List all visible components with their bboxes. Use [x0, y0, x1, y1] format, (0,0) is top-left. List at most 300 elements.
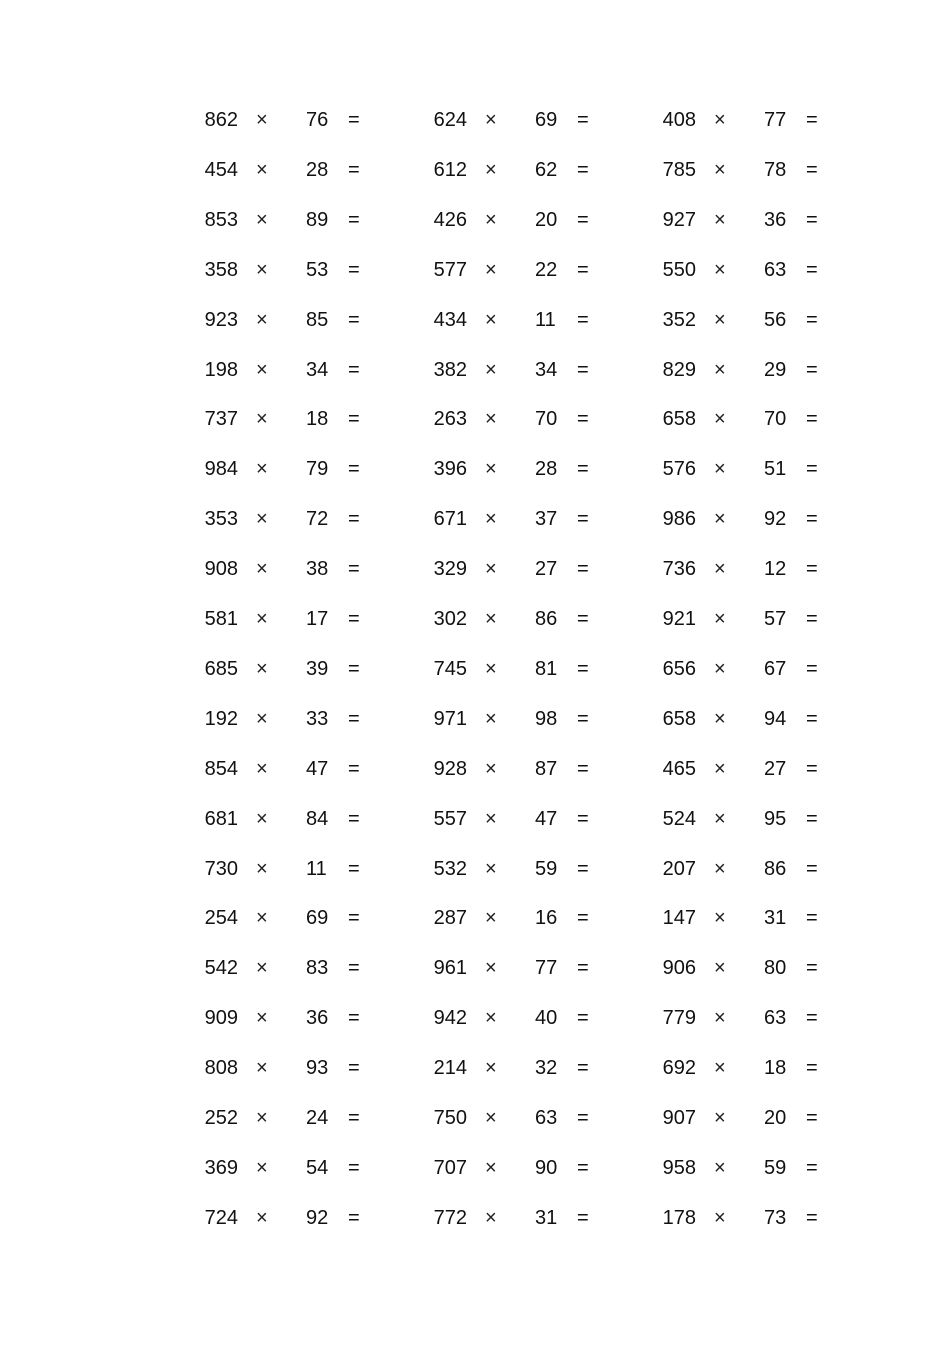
- problem-row: [431, 953, 651, 983]
- multiplier: 90: [535, 1156, 558, 1179]
- times-icon: ×: [485, 158, 497, 181]
- times-icon: ×: [256, 608, 268, 630]
- times-icon: ×: [485, 707, 497, 730]
- problem-row: [660, 355, 880, 385]
- multiplicand: 906: [662, 957, 696, 980]
- times-icon: ×: [256, 907, 268, 930]
- problem-row: [431, 804, 651, 834]
- multiplicand: 302: [433, 608, 467, 630]
- equals-sign: =: [348, 458, 360, 481]
- equals-sign: =: [577, 1107, 589, 1129]
- equals-sign: =: [348, 757, 360, 780]
- times-icon: ×: [714, 308, 726, 331]
- multiplicand: 577: [433, 258, 467, 281]
- multiplicand: 971: [433, 707, 467, 730]
- multiplicand: 524: [662, 807, 696, 830]
- multiplicand: 730: [204, 857, 238, 880]
- multiplier: 69: [535, 109, 558, 131]
- multiplicand: 923: [204, 308, 238, 331]
- equals-sign: =: [577, 907, 589, 930]
- multiplicand: 329: [433, 558, 467, 581]
- problem-row: [660, 854, 880, 884]
- multiplier: 70: [764, 408, 787, 431]
- times-icon: ×: [714, 957, 726, 980]
- times-icon: ×: [485, 1057, 497, 1080]
- problem-row: [431, 404, 651, 434]
- equals-sign: =: [348, 1057, 360, 1080]
- equals-sign: =: [348, 657, 360, 680]
- multiplicand: 942: [433, 1007, 467, 1030]
- equals-sign: =: [577, 957, 589, 980]
- multiplicand: 909: [204, 1007, 238, 1030]
- problem-row: [202, 1003, 422, 1033]
- multiplicand: 192: [204, 707, 238, 730]
- multiplier: 83: [306, 957, 329, 980]
- problem-row: [431, 604, 651, 634]
- equals-sign: =: [577, 1156, 589, 1179]
- equals-sign: =: [806, 857, 818, 880]
- multiplier: 73: [764, 1206, 787, 1229]
- equals-sign: =: [577, 109, 589, 131]
- multiplicand: 961: [433, 957, 467, 980]
- multiplicand: 426: [433, 208, 467, 231]
- multiplier: 51: [764, 458, 787, 481]
- problem-row: [431, 1103, 651, 1133]
- multiplier: 34: [535, 358, 558, 381]
- times-icon: ×: [256, 1057, 268, 1080]
- equals-sign: =: [348, 1007, 360, 1030]
- multiplicand: 408: [662, 109, 696, 131]
- multiplicand: 396: [433, 458, 467, 481]
- multiplicand: 681: [204, 807, 238, 830]
- problem-row: [660, 754, 880, 784]
- times-icon: ×: [485, 358, 497, 381]
- equals-sign: =: [806, 957, 818, 980]
- multiplicand: 737: [204, 408, 238, 431]
- multiplier: 36: [764, 208, 787, 231]
- equals-sign: =: [577, 857, 589, 880]
- multiplicand: 254: [204, 907, 238, 930]
- problem-row: [202, 1203, 422, 1233]
- problem-row: [202, 504, 422, 534]
- times-icon: ×: [485, 208, 497, 231]
- problem-row: [202, 1103, 422, 1133]
- problem-row: [431, 1203, 651, 1233]
- equals-sign: =: [806, 707, 818, 730]
- times-icon: ×: [256, 358, 268, 381]
- problem-row: [660, 205, 880, 235]
- multiplier: 20: [764, 1107, 787, 1129]
- multiplier: 28: [535, 458, 558, 481]
- problem-row: [202, 704, 422, 734]
- multiplier: 53: [306, 258, 329, 281]
- problem-row: [431, 305, 651, 335]
- problem-row: [660, 604, 880, 634]
- equals-sign: =: [806, 1156, 818, 1179]
- multiplier: 31: [764, 907, 787, 930]
- multiplier: 80: [764, 957, 787, 980]
- equals-sign: =: [806, 1206, 818, 1229]
- multiplicand: 369: [204, 1156, 238, 1179]
- times-icon: ×: [256, 158, 268, 181]
- multiplier: 22: [535, 258, 558, 281]
- problem-row: [660, 1203, 880, 1233]
- times-icon: ×: [714, 508, 726, 531]
- problem-row: [202, 1153, 422, 1183]
- multiplier: 38: [306, 558, 329, 581]
- times-icon: ×: [256, 558, 268, 581]
- multiplier: 67: [764, 657, 787, 680]
- problem-row: [202, 305, 422, 335]
- multiplicand: 198: [204, 358, 238, 381]
- equals-sign: =: [348, 857, 360, 880]
- multiplier: 87: [535, 757, 558, 780]
- multiplier: 63: [535, 1107, 558, 1129]
- times-icon: ×: [485, 109, 497, 131]
- multiplicand: 829: [662, 358, 696, 381]
- problem-row: [431, 205, 651, 235]
- problem-row: [660, 454, 880, 484]
- multiplicand: 612: [433, 158, 467, 181]
- multiplicand: 658: [662, 707, 696, 730]
- multiplier: 24: [306, 1107, 329, 1129]
- multiplier: 27: [764, 757, 787, 780]
- problem-row: [202, 654, 422, 684]
- equals-sign: =: [348, 258, 360, 281]
- multiplier: 69: [306, 907, 329, 930]
- multiplicand: 907: [662, 1107, 696, 1129]
- multiplier: 79: [306, 458, 329, 481]
- equals-sign: =: [806, 608, 818, 630]
- problem-row: [431, 1153, 651, 1183]
- times-icon: ×: [714, 857, 726, 880]
- problem-row: [660, 903, 880, 933]
- times-icon: ×: [256, 757, 268, 780]
- times-icon: ×: [714, 707, 726, 730]
- equals-sign: =: [348, 358, 360, 381]
- multiplicand: 263: [433, 408, 467, 431]
- multiplier: 47: [535, 807, 558, 830]
- multiplier: 27: [535, 558, 558, 581]
- equals-sign: =: [577, 508, 589, 531]
- equals-sign: =: [806, 109, 818, 131]
- multiplicand: 928: [433, 757, 467, 780]
- equals-sign: =: [577, 657, 589, 680]
- problem-row: [431, 105, 651, 135]
- problem-row: [431, 903, 651, 933]
- times-icon: ×: [256, 707, 268, 730]
- multiplicand: 921: [662, 608, 696, 630]
- problem-row: [660, 504, 880, 534]
- multiplier: 59: [535, 857, 558, 880]
- equals-sign: =: [806, 558, 818, 581]
- multiplicand: 927: [662, 208, 696, 231]
- equals-sign: =: [348, 408, 360, 431]
- times-icon: ×: [714, 109, 726, 131]
- times-icon: ×: [485, 308, 497, 331]
- problem-row: [660, 255, 880, 285]
- equals-sign: =: [348, 109, 360, 131]
- equals-sign: =: [577, 1206, 589, 1229]
- times-icon: ×: [714, 1057, 726, 1080]
- times-icon: ×: [256, 957, 268, 980]
- times-icon: ×: [485, 508, 497, 531]
- times-icon: ×: [714, 657, 726, 680]
- multiplicand: 147: [662, 907, 696, 930]
- problem-row: [202, 604, 422, 634]
- problem-row: [202, 1053, 422, 1083]
- multiplier: 84: [306, 807, 329, 830]
- times-icon: ×: [256, 1156, 268, 1179]
- equals-sign: =: [348, 508, 360, 531]
- equals-sign: =: [577, 408, 589, 431]
- times-icon: ×: [714, 1206, 726, 1229]
- multiplicand: 808: [204, 1057, 238, 1080]
- times-icon: ×: [714, 458, 726, 481]
- times-icon: ×: [714, 408, 726, 431]
- times-icon: ×: [714, 258, 726, 281]
- multiplicand: 353: [204, 508, 238, 531]
- multiplicand: 745: [433, 657, 467, 680]
- multiplier: 94: [764, 707, 787, 730]
- multiplier: 37: [535, 508, 558, 531]
- times-icon: ×: [714, 208, 726, 231]
- problem-row: [660, 1003, 880, 1033]
- multiplicand: 772: [433, 1206, 467, 1229]
- multiplicand: 454: [204, 158, 238, 181]
- multiplier: 78: [764, 158, 787, 181]
- problem-row: [660, 155, 880, 185]
- problem-row: [660, 404, 880, 434]
- times-icon: ×: [485, 1156, 497, 1179]
- problem-row: [660, 654, 880, 684]
- equals-sign: =: [577, 1007, 589, 1030]
- equals-sign: =: [577, 458, 589, 481]
- multiplier: 32: [535, 1057, 558, 1080]
- times-icon: ×: [485, 657, 497, 680]
- multiplicand: 581: [204, 608, 238, 630]
- multiplier: 77: [535, 957, 558, 980]
- equals-sign: =: [806, 807, 818, 830]
- equals-sign: =: [348, 1206, 360, 1229]
- times-icon: ×: [714, 558, 726, 581]
- times-icon: ×: [256, 208, 268, 231]
- multiplier: 17: [306, 608, 329, 630]
- problem-row: [202, 754, 422, 784]
- multiplicand: 736: [662, 558, 696, 581]
- problem-row: [431, 654, 651, 684]
- equals-sign: =: [348, 208, 360, 231]
- multiplier: 33: [306, 707, 329, 730]
- equals-sign: =: [806, 358, 818, 381]
- equals-sign: =: [577, 757, 589, 780]
- problem-row: [431, 454, 651, 484]
- multiplicand: 178: [662, 1206, 696, 1229]
- problem-row: [660, 554, 880, 584]
- multiplicand: 986: [662, 508, 696, 531]
- equals-sign: =: [577, 308, 589, 331]
- multiplier: 77: [764, 109, 787, 131]
- problem-row: [431, 255, 651, 285]
- problem-row: [202, 804, 422, 834]
- times-icon: ×: [256, 1107, 268, 1129]
- equals-sign: =: [806, 458, 818, 481]
- multiplicand: 692: [662, 1057, 696, 1080]
- multiplier: 63: [764, 258, 787, 281]
- problem-row: [202, 155, 422, 185]
- multiplicand: 908: [204, 558, 238, 581]
- times-icon: ×: [485, 558, 497, 581]
- multiplier: 39: [306, 657, 329, 680]
- equals-sign: =: [577, 258, 589, 281]
- equals-sign: =: [577, 707, 589, 730]
- multiplier: 98: [535, 707, 558, 730]
- times-icon: ×: [256, 657, 268, 680]
- problem-row: [431, 504, 651, 534]
- multiplicand: 542: [204, 957, 238, 980]
- problem-row: [202, 205, 422, 235]
- multiplier: 72: [306, 508, 329, 531]
- multiplier: 56: [764, 308, 787, 331]
- problem-row: [660, 105, 880, 135]
- problem-row: [431, 1003, 651, 1033]
- equals-sign: =: [806, 657, 818, 680]
- times-icon: ×: [485, 957, 497, 980]
- times-icon: ×: [485, 907, 497, 930]
- problem-row: [660, 1053, 880, 1083]
- equals-sign: =: [577, 807, 589, 830]
- multiplicand: 434: [433, 308, 467, 331]
- times-icon: ×: [256, 807, 268, 830]
- multiplier: 76: [306, 109, 329, 131]
- equals-sign: =: [577, 558, 589, 581]
- equals-sign: =: [348, 807, 360, 830]
- multiplicand: 958: [662, 1156, 696, 1179]
- multiplier: 59: [764, 1156, 787, 1179]
- equals-sign: =: [348, 1156, 360, 1179]
- multiplicand: 750: [433, 1107, 467, 1129]
- problem-row: [202, 554, 422, 584]
- times-icon: ×: [714, 608, 726, 630]
- multiplicand: 671: [433, 508, 467, 531]
- multiplicand: 707: [433, 1156, 467, 1179]
- multiplier: 18: [306, 408, 329, 431]
- multiplicand: 853: [204, 208, 238, 231]
- equals-sign: =: [806, 1107, 818, 1129]
- equals-sign: =: [348, 608, 360, 630]
- multiplicand: 532: [433, 857, 467, 880]
- multiplicand: 550: [662, 258, 696, 281]
- multiplicand: 576: [662, 458, 696, 481]
- times-icon: ×: [256, 1007, 268, 1030]
- equals-sign: =: [348, 158, 360, 181]
- problem-row: [202, 854, 422, 884]
- multiplier: 86: [764, 857, 787, 880]
- problem-row: [660, 1153, 880, 1183]
- multiplier: 11: [535, 308, 556, 331]
- multiplicand: 624: [433, 109, 467, 131]
- multiplicand: 214: [433, 1057, 467, 1080]
- problem-row: [660, 804, 880, 834]
- multiplier: 36: [306, 1007, 329, 1030]
- multiplicand: 287: [433, 907, 467, 930]
- multiplier: 20: [535, 208, 558, 231]
- equals-sign: =: [806, 757, 818, 780]
- equals-sign: =: [806, 508, 818, 531]
- equals-sign: =: [577, 1057, 589, 1080]
- equals-sign: =: [806, 1007, 818, 1030]
- multiplier: 93: [306, 1057, 329, 1080]
- times-icon: ×: [485, 857, 497, 880]
- equals-sign: =: [577, 158, 589, 181]
- times-icon: ×: [256, 109, 268, 131]
- equals-sign: =: [806, 408, 818, 431]
- times-icon: ×: [714, 158, 726, 181]
- equals-sign: =: [806, 308, 818, 331]
- equals-sign: =: [577, 358, 589, 381]
- times-icon: ×: [256, 458, 268, 481]
- times-icon: ×: [256, 857, 268, 880]
- times-icon: ×: [714, 1156, 726, 1179]
- times-icon: ×: [256, 258, 268, 281]
- multiplier: 18: [764, 1057, 787, 1080]
- times-icon: ×: [485, 1007, 497, 1030]
- problem-row: [202, 953, 422, 983]
- multiplicand: 252: [204, 1107, 238, 1129]
- multiplier: 12: [764, 558, 787, 581]
- multiplier: 47: [306, 757, 329, 780]
- equals-sign: =: [348, 907, 360, 930]
- multiplicand: 724: [204, 1206, 238, 1229]
- equals-sign: =: [806, 158, 818, 181]
- equals-sign: =: [806, 208, 818, 231]
- multiplicand: 862: [204, 109, 238, 131]
- equals-sign: =: [348, 1107, 360, 1129]
- multiplier: 31: [535, 1206, 558, 1229]
- problem-row: [431, 704, 651, 734]
- times-icon: ×: [485, 807, 497, 830]
- problem-row: [431, 1053, 651, 1083]
- multiplier: 92: [306, 1206, 329, 1229]
- times-icon: ×: [714, 807, 726, 830]
- equals-sign: =: [348, 558, 360, 581]
- multiplier: 95: [764, 807, 787, 830]
- times-icon: ×: [256, 308, 268, 331]
- times-icon: ×: [485, 608, 497, 630]
- equals-sign: =: [348, 957, 360, 980]
- multiplicand: 382: [433, 358, 467, 381]
- problem-row: [660, 305, 880, 335]
- equals-sign: =: [577, 608, 589, 630]
- multiplicand: 207: [662, 857, 696, 880]
- multiplicand: 358: [204, 258, 238, 281]
- problem-row: [202, 903, 422, 933]
- times-icon: ×: [256, 408, 268, 431]
- equals-sign: =: [348, 707, 360, 730]
- multiplier: 34: [306, 358, 329, 381]
- times-icon: ×: [714, 1107, 726, 1129]
- multiplier: 57: [764, 608, 787, 630]
- equals-sign: =: [806, 1057, 818, 1080]
- multiplier: 86: [535, 608, 558, 630]
- times-icon: ×: [714, 907, 726, 930]
- multiplicand: 785: [662, 158, 696, 181]
- problem-row: [202, 105, 422, 135]
- times-icon: ×: [256, 1206, 268, 1229]
- multiplicand: 656: [662, 657, 696, 680]
- equals-sign: =: [806, 907, 818, 930]
- multiplicand: 658: [662, 408, 696, 431]
